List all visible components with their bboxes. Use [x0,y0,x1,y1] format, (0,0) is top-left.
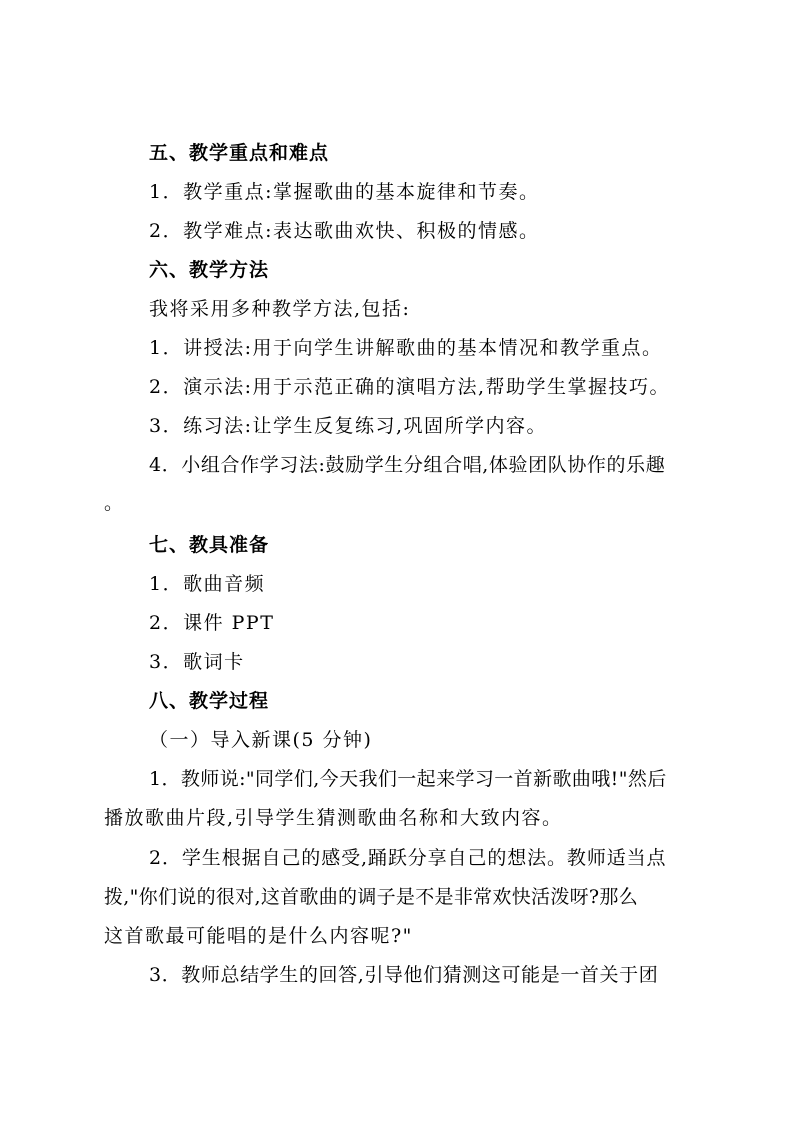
section-7-title: 七、教具准备 [149,534,270,556]
section-8-subtitle-1: （一）导入新课(5 分钟) [149,729,373,751]
section-5-title: 五、教学重点和难点 [149,142,330,164]
section-6-item-4-line-1: 4．小组合作学习法:鼓励学生分组合唱,体验团队协作的乐趣 [149,454,666,476]
section-6-item-1: 1．讲授法:用于向学生讲解歌曲的基本情况和教学重点。 [149,337,663,359]
section-5-item-2: 2．教学难点:表达歌曲欢快、积极的情感。 [149,220,540,242]
paragraph-2-line-1: 2．学生根据自己的感受,踊跃分享自己的想法。教师适当点 [149,847,667,869]
paragraph-3-line-1: 3．教师总结学生的回答,引导他们猜测这可能是一首关于团 [149,964,659,986]
section-5-item-1: 1．教学重点:掌握歌曲的基本旋律和节奏。 [149,181,540,203]
section-7-item-2: 2．课件 PPT [149,612,275,634]
section-6-item-4-line-2: 。 [104,492,125,514]
paragraph-1-line-1: 1．教师说:"同学们,今天我们一起来学习一首新歌曲哦!"然后 [149,768,667,790]
section-8-title: 八、教学过程 [149,690,270,712]
section-6-item-2: 2．演示法:用于示范正确的演唱方法,帮助学生掌握技巧。 [149,376,671,398]
section-6-intro: 我将采用多种教学方法,包括: [149,298,411,320]
section-6-title: 六、教学方法 [149,259,270,281]
section-7-item-3: 3．歌词卡 [149,651,245,673]
paragraph-1-line-2: 播放歌曲片段,引导学生猜测歌曲名称和大致内容。 [104,807,563,829]
section-6-item-3: 3．练习法:让学生反复练习,巩固所学内容。 [149,415,548,437]
paragraph-2-line-3: 这首歌最可能唱的是什么内容呢?" [104,925,413,947]
paragraph-2-line-2: 拨,"你们说的很对,这首歌曲的调子是不是非常欢快活泼呀?那么 [104,886,639,908]
section-7-item-1: 1．歌曲音频 [149,573,266,595]
